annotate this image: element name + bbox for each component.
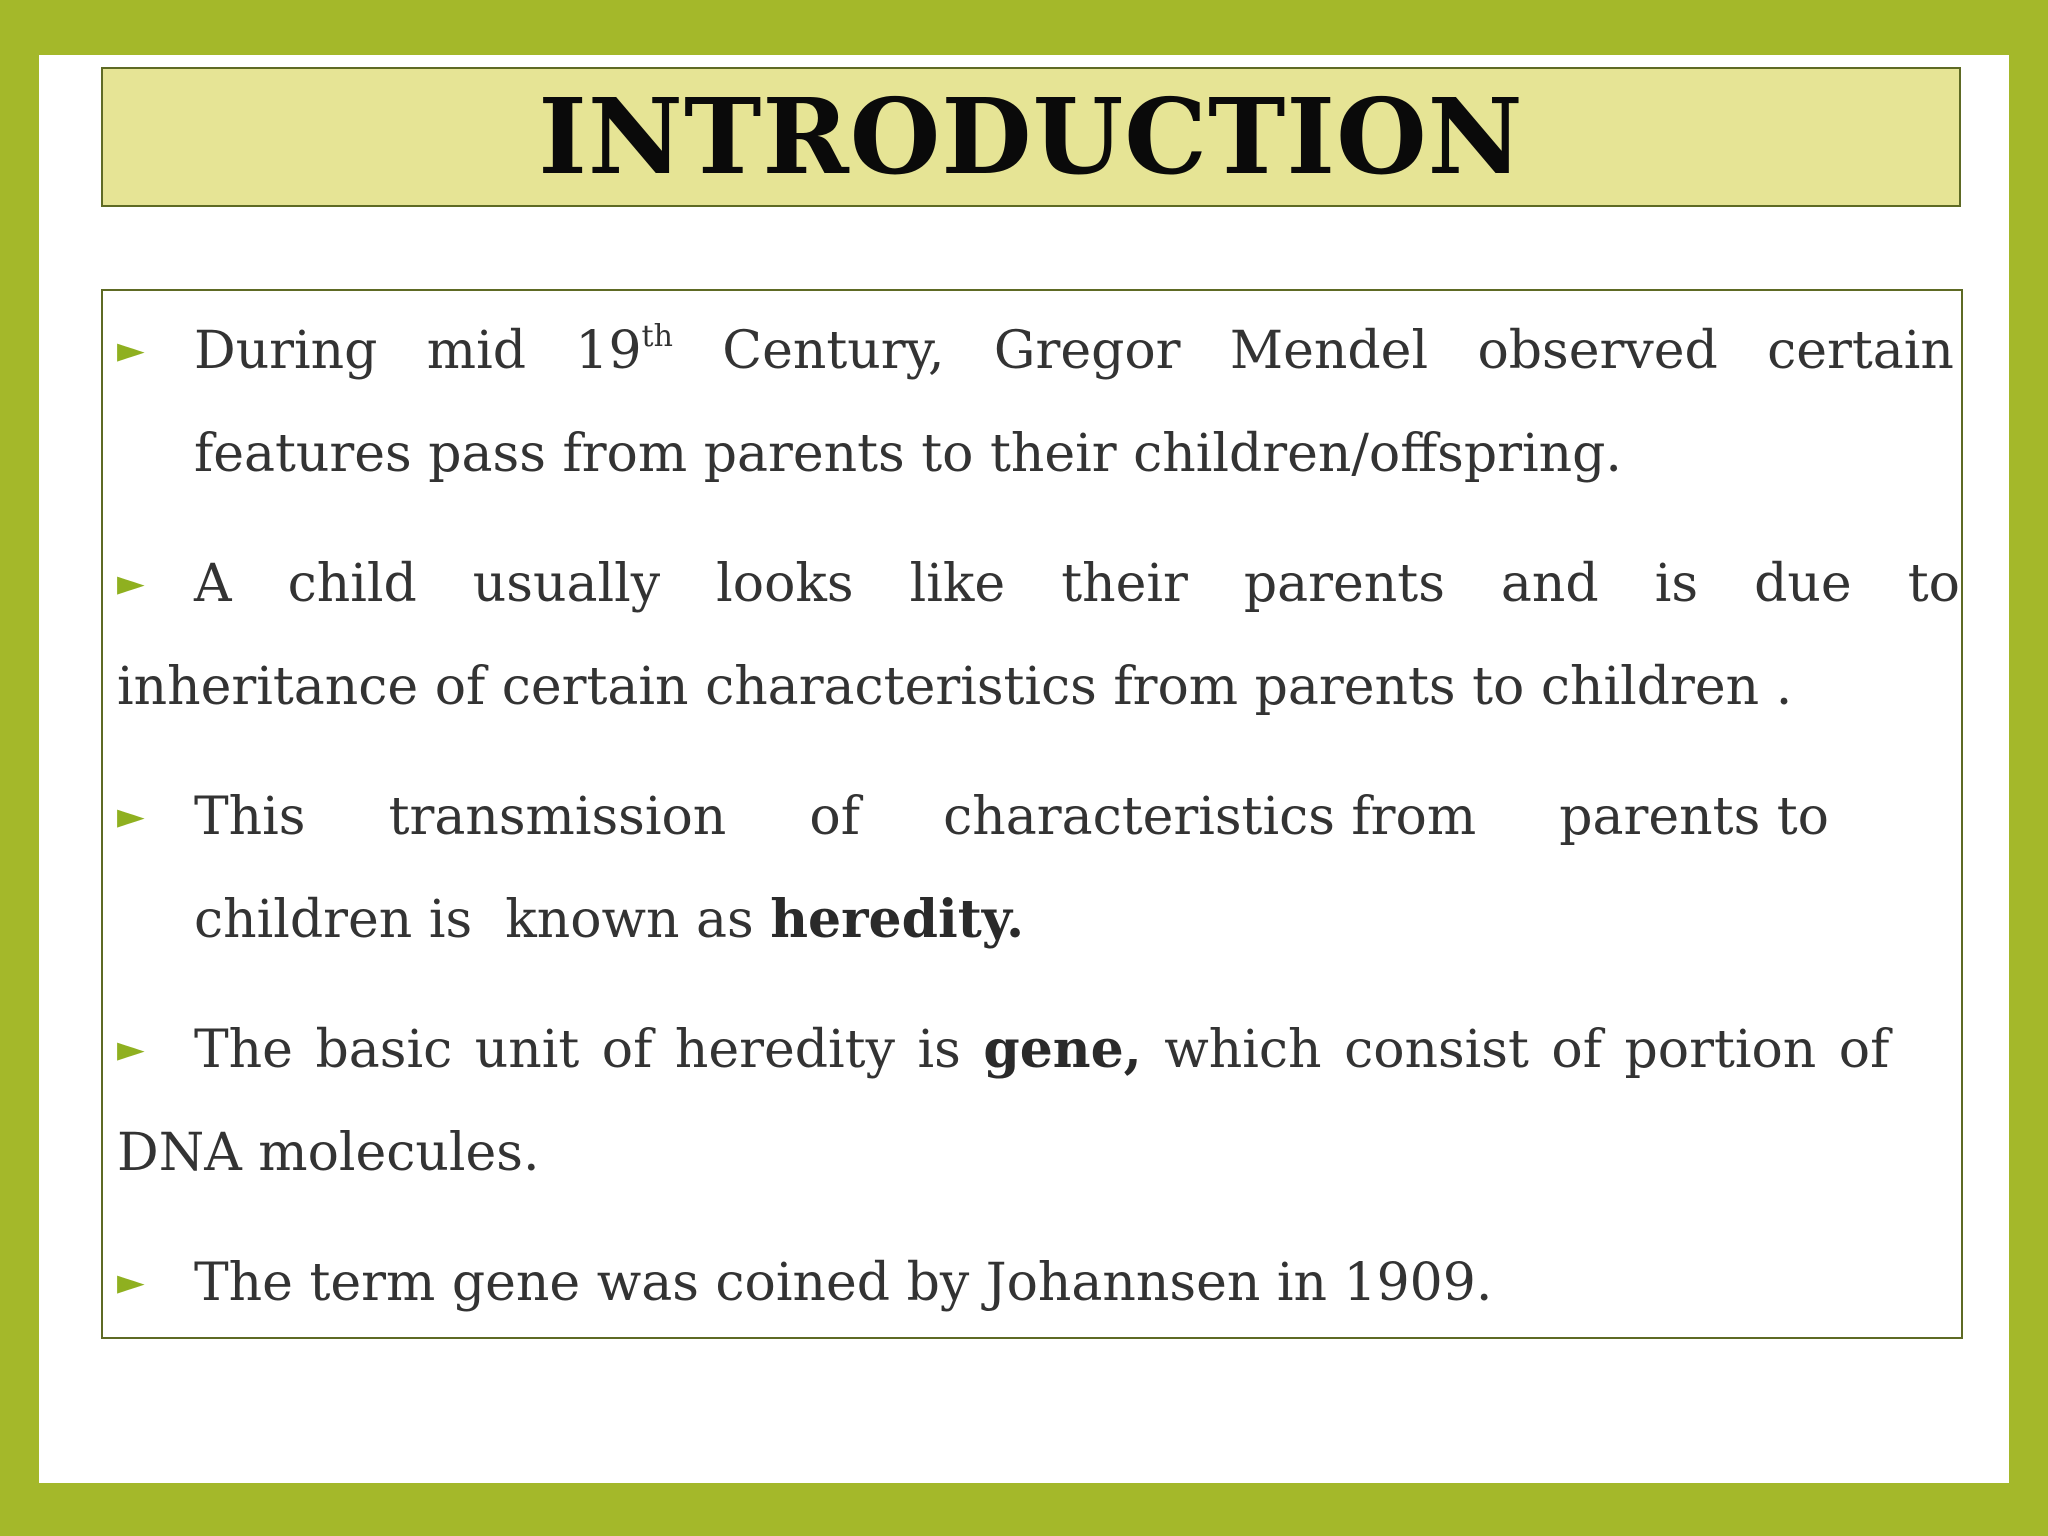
word: observed [1477,321,1718,381]
word: parents [1243,554,1445,614]
word: like [909,554,1006,614]
point-1-line-2: features pass from parents to their children/offspring. [194,424,1622,484]
word: mid [426,321,527,381]
bullet-arrow-icon: ► [117,1029,145,1070]
point-1-line-1 [194,319,1954,381]
word: characteristics from [943,787,1477,847]
point-2-line-2: inheritance of certain characteristics from parents to children . [117,657,1793,717]
word: Gregor [993,321,1181,381]
word: transmission [388,787,727,847]
point-4-line-2: DNA molecules. [117,1123,540,1183]
point-3-line-2: children is known as heredity. [194,889,1025,950]
point-3-line-1 [194,787,1829,847]
slide [39,55,2009,1483]
word: looks [716,554,854,614]
bullet-arrow-icon: ► [117,796,145,837]
bullet-arrow-icon: ► [117,1262,145,1303]
word: Mendel [1229,321,1429,381]
word: usually [472,554,661,614]
point-4-line-1: The basic unit of heredity is gene, which consist of portion of [194,1019,1890,1080]
word: to [1907,554,1960,614]
word: their [1061,554,1188,614]
content-box [101,289,1963,1339]
bullet-arrow-icon: ► [117,330,145,371]
title-banner [101,67,1961,207]
keyword-heredity: heredity. [770,889,1025,950]
word: Century, [722,321,945,381]
page-title: INTRODUCTION [538,75,1524,198]
word: During [194,321,378,381]
word: This [194,787,306,847]
word: 19th [575,319,673,381]
word: is [1654,554,1699,614]
word: parents to [1559,787,1829,847]
word: of [809,787,860,847]
word: A [194,554,232,614]
point-2-line-1 [194,554,1960,614]
word: and [1500,554,1599,614]
bullet-arrow-icon: ► [117,563,145,604]
point-5-line-1: The term gene was coined by Johannsen in 1909. [194,1253,1493,1313]
keyword-gene: gene, [983,1019,1142,1080]
word: certain [1767,321,1954,381]
word: child [287,554,417,614]
word: due [1754,554,1852,614]
